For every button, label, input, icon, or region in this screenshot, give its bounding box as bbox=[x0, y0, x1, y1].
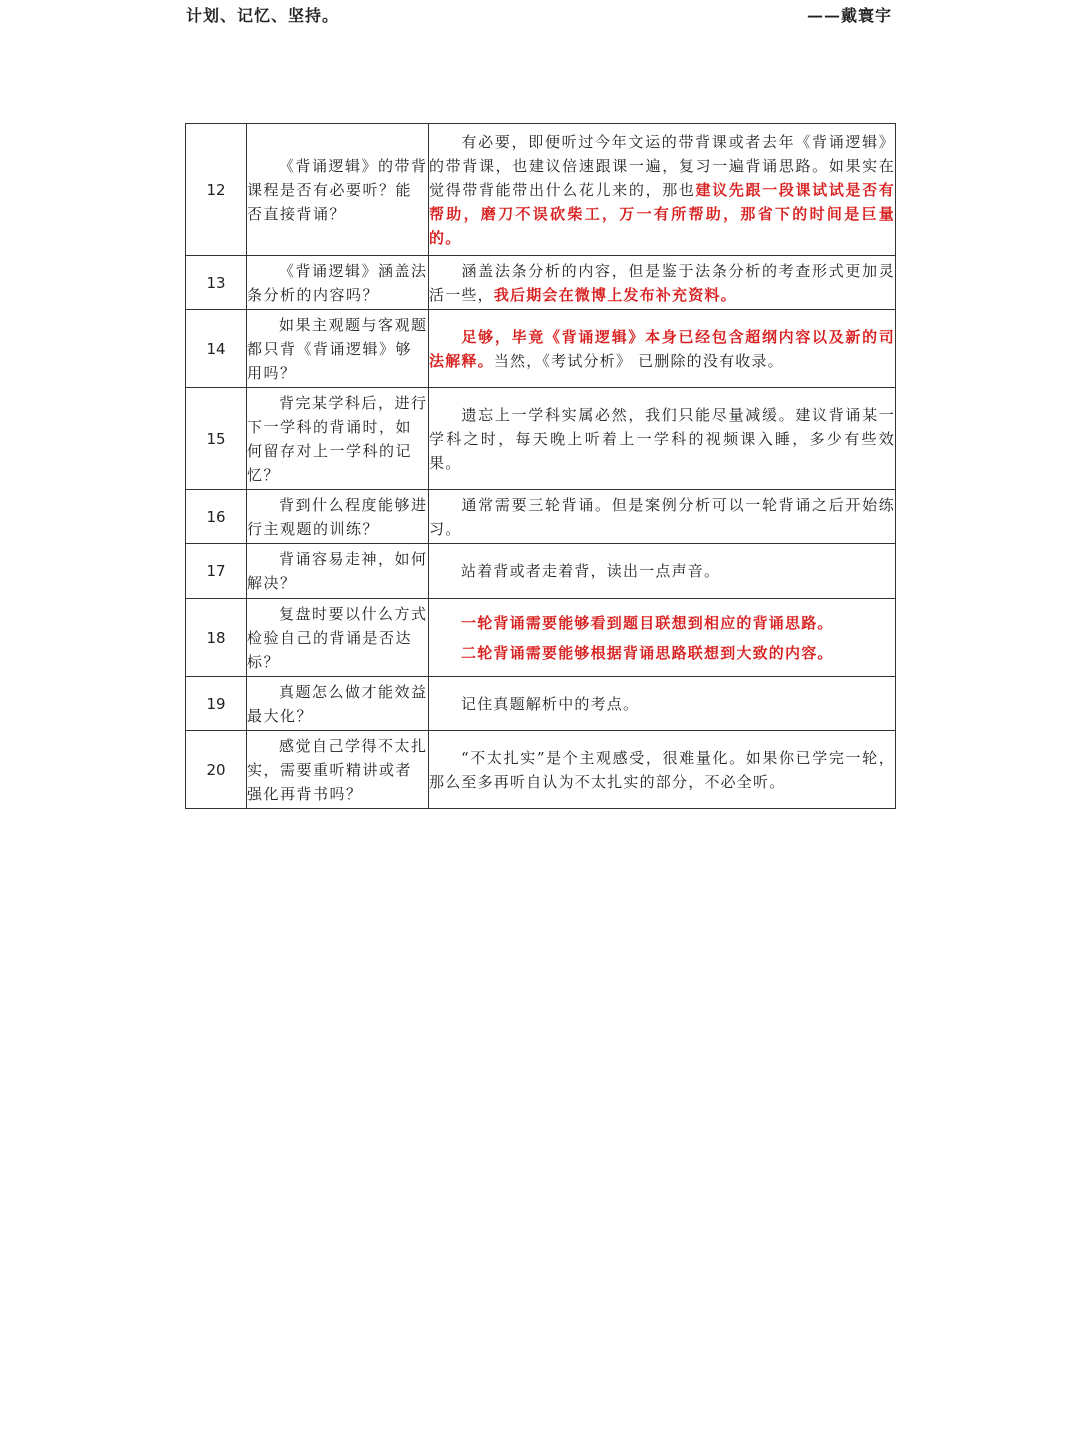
table-row bbox=[186, 677, 896, 731]
question-text: 背完某学科后，进行下一学科的背诵时，如何留存对上一学科的记忆？ bbox=[247, 393, 428, 484]
row-number: 17 bbox=[186, 544, 247, 599]
answer-cell bbox=[429, 256, 896, 310]
question-cell bbox=[247, 544, 429, 599]
answer-highlight-line1 bbox=[429, 611, 895, 635]
answer-highlight-line2 bbox=[429, 641, 895, 665]
answer-text: 涵盖法条分析的内容，但是鉴于法条分析的考查形式更加灵活一些， bbox=[429, 261, 895, 304]
question-text: 背到什么程度能够进行主观题的训练？ bbox=[247, 495, 428, 538]
header-motto: 计划、记忆、坚持。 bbox=[186, 5, 340, 25]
row-number: 15 bbox=[186, 388, 247, 490]
answer-cell bbox=[429, 599, 896, 677]
question-text: 感觉自己学得不太扎实，需要重听精讲或者强化再背书吗？ bbox=[247, 736, 428, 803]
answer-text: 遗忘上一学科实属必然，我们只能尽量减缓。建议背诵某一学科之时，每天晚上听着上一学科的视频课入睡，多少有些效果。 bbox=[429, 405, 895, 472]
table-row bbox=[186, 256, 896, 310]
question-cell bbox=[247, 490, 429, 544]
answer-highlight: 我后期会在微博上发布补充资料。 bbox=[493, 285, 737, 304]
table-row bbox=[186, 124, 896, 256]
answer-text: 记住真题解析中的考点。 bbox=[461, 694, 640, 713]
answer-cell bbox=[429, 677, 896, 731]
question-cell bbox=[247, 310, 429, 388]
answer-text: 通常需要三轮背诵。但是案例分析可以一轮背诵之后开始练习。 bbox=[429, 495, 895, 538]
answer-cell bbox=[429, 388, 896, 490]
answer-highlight-text: 二轮背诵需要能够根据背诵思路联想到大致的内容。 bbox=[461, 643, 834, 662]
question-cell bbox=[247, 599, 429, 677]
table-row bbox=[186, 388, 896, 490]
answer-text: 有必要，即便听过今年文运的带背课或者去年《背诵逻辑》的带背课，也建议倍速跟课一遍，复习一遍背诵思路。如果实在觉得带背能带出什么花儿来的，那也 bbox=[429, 132, 895, 199]
answer-cell bbox=[429, 490, 896, 544]
question-text: 复盘时要以什么方式检验自己的背诵是否达标？ bbox=[247, 604, 428, 671]
row-number: 14 bbox=[186, 310, 247, 388]
question-cell bbox=[247, 256, 429, 310]
answer-cell bbox=[429, 124, 896, 256]
answer-text: 当然，《考试分析》 已删除的没有收录。 bbox=[493, 351, 784, 370]
question-text: 《背诵逻辑》的带背课程是否有必要听？能否直接背诵？ bbox=[247, 156, 428, 223]
row-number: 16 bbox=[186, 490, 247, 544]
answer-text: 站着背或者走着背，读出一点声音。 bbox=[461, 562, 721, 580]
question-text: 《背诵逻辑》涵盖法条分析的内容吗？ bbox=[247, 261, 428, 304]
question-cell bbox=[247, 677, 429, 731]
question-text: 如果主观题与客观题都只背《背诵逻辑》够用吗？ bbox=[247, 315, 428, 382]
row-number: 13 bbox=[186, 256, 247, 310]
row-number: 20 bbox=[186, 731, 247, 809]
question-text: 背诵容易走神，如何解决？ bbox=[247, 550, 428, 592]
table-row bbox=[186, 310, 896, 388]
table-row bbox=[186, 544, 896, 599]
qa-table bbox=[185, 123, 896, 809]
answer-cell bbox=[429, 731, 896, 809]
answer-cell bbox=[429, 310, 896, 388]
row-number: 18 bbox=[186, 599, 247, 677]
answer-cell bbox=[429, 544, 896, 599]
table-row bbox=[186, 490, 896, 544]
answer-text: “不太扎实”是个主观感受，很难量化。如果你已学完一轮，那么至多再听自认为不太扎实的部分，不必全听。 bbox=[429, 748, 895, 791]
answer-highlight: 建议先跟一段课试试是否有帮助，磨刀不误砍柴工，万一有所帮助，那省下的时间是巨量的。 bbox=[429, 180, 895, 247]
page-header bbox=[186, 2, 892, 26]
answer-highlight-text: 一轮背诵需要能够看到题目联想到相应的背诵思路。 bbox=[461, 613, 834, 632]
question-cell bbox=[247, 124, 429, 256]
row-number: 19 bbox=[186, 677, 247, 731]
table-row bbox=[186, 731, 896, 809]
question-cell bbox=[247, 731, 429, 809]
row-number: 12 bbox=[186, 124, 247, 256]
question-text: 真题怎么做才能效益最大化？ bbox=[247, 682, 428, 725]
table-row bbox=[186, 599, 896, 677]
header-author: ——戴寰宇 bbox=[806, 5, 892, 25]
question-cell bbox=[247, 388, 429, 490]
answer-highlight: 足够，毕竟《背诵逻辑》本身已经包含超纲内容以及新的司法解释。 bbox=[429, 327, 895, 370]
